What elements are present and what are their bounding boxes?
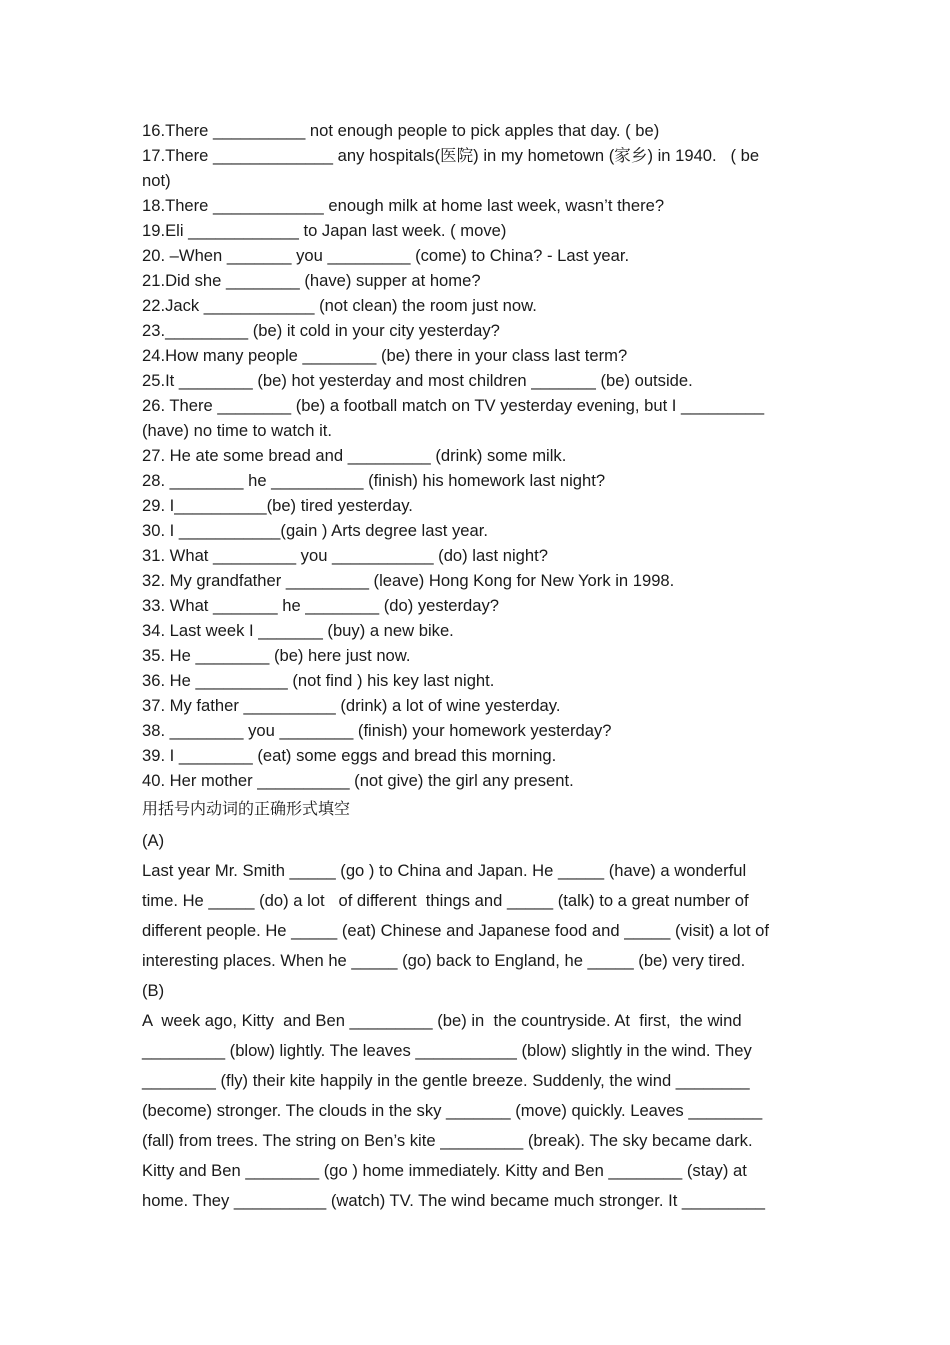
- part-b-line: ________ (fly) their kite happily in the gentle breeze. Suddenly, the wind ________: [142, 1071, 750, 1090]
- section-heading: 用括号内动词的正确形式填空: [142, 799, 351, 818]
- part-b-line: home. They __________ (watch) TV. The wind became much stronger. It _________: [142, 1191, 765, 1210]
- question-36: 36. He __________ (not find ) his key last night.: [142, 671, 495, 690]
- part-a-line: interesting places. When he _____ (go) back to England, he _____ (be) very tired.: [142, 951, 746, 970]
- part-b-line: A week ago, Kitty and Ben _________ (be) in the countryside. At first, the wind: [142, 1011, 742, 1030]
- question-20: 20. –When _______ you _________ (come) to China? - Last year.: [142, 246, 630, 265]
- question-26: 26. There ________ (be) a football match on TV yesterday evening, but I _________: [142, 396, 765, 415]
- part-b-line: (become) stronger. The clouds in the sky _______ (move) quickly. Leaves ________: [142, 1101, 763, 1120]
- question-32: 32. My grandfather _________ (leave) Hong Kong for New York in 1998.: [142, 571, 675, 590]
- question-17-cont: not): [142, 171, 171, 190]
- question-17: 17.There _____________ any hospitals(医院) in my hometown (家乡) in 1940. ( be: [142, 146, 760, 165]
- question-18: 18.There ____________ enough milk at home last week, wasn’t there?: [142, 196, 665, 215]
- question-28: 28. ________ he __________ (finish) his homework last night?: [142, 471, 606, 490]
- question-21: 21.Did she ________ (have) supper at home?: [142, 271, 481, 290]
- question-27: 27. He ate some bread and _________ (drink) some milk.: [142, 446, 567, 465]
- part-b-line: _________ (blow) lightly. The leaves ___________ (blow) slightly in the wind. They: [142, 1041, 752, 1060]
- question-39: 39. I ________ (eat) some eggs and bread this morning.: [142, 746, 557, 765]
- part-a-line: Last year Mr. Smith _____ (go ) to China and Japan. He _____ (have) a wonderful: [142, 861, 747, 880]
- question-23: 23._________ (be) it cold in your city yesterday?: [142, 321, 500, 340]
- question-30: 30. I ___________(gain ) Arts degree last year.: [142, 521, 488, 540]
- question-16: 16.There __________ not enough people to pick apples that day. ( be): [142, 121, 660, 140]
- part-a-label: (A): [142, 831, 165, 850]
- question-29: 29. I__________(be) tired yesterday.: [142, 496, 413, 515]
- question-35: 35. He ________ (be) here just now.: [142, 646, 411, 665]
- question-19: 19.Eli ____________ to Japan last week. ( move): [142, 221, 507, 240]
- part-b-line: Kitty and Ben ________ (go ) home immediately. Kitty and Ben ________ (stay) at: [142, 1161, 747, 1180]
- question-22: 22.Jack ____________ (not clean) the room just now.: [142, 296, 537, 315]
- part-a-line: time. He _____ (do) a lot of different things and _____ (talk) to a great number of: [142, 891, 749, 910]
- question-31: 31. What _________ you ___________ (do) last night?: [142, 546, 548, 565]
- part-a-line: different people. He _____ (eat) Chinese and Japanese food and _____ (visit) a lot of: [142, 921, 769, 940]
- question-25: 25.It ________ (be) hot yesterday and most children _______ (be) outside.: [142, 371, 693, 390]
- question-33: 33. What _______ he ________ (do) yesterday?: [142, 596, 500, 615]
- question-26-cont: (have) no time to watch it.: [142, 421, 332, 440]
- question-24: 24.How many people ________ (be) there in your class last term?: [142, 346, 628, 365]
- part-b-label: (B): [142, 981, 165, 1000]
- part-b-line: (fall) from trees. The string on Ben’s kite _________ (break). The sky became dark.: [142, 1131, 753, 1150]
- question-34: 34. Last week I _______ (buy) a new bike.: [142, 621, 454, 640]
- question-37: 37. My father __________ (drink) a lot of wine yesterday.: [142, 696, 561, 715]
- question-38: 38. ________ you ________ (finish) your homework yesterday?: [142, 721, 612, 740]
- question-40: 40. Her mother __________ (not give) the girl any present.: [142, 771, 574, 790]
